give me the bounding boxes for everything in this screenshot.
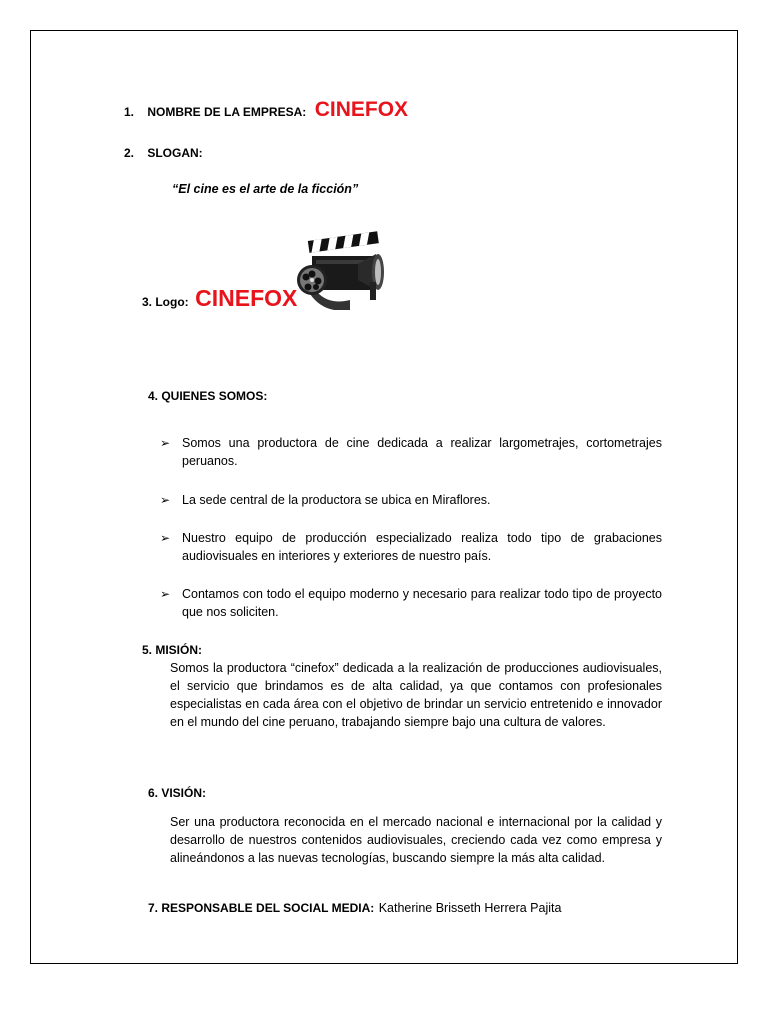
list-item — [160, 434, 662, 470]
vision-text: Ser una productora reconocida en el mercado nacional e internacional por la calidad y desarrollo de nuestros contenidos audiovisuales, creciendo cada vez como empresa y alineándonos a las nuevas tecnologías, buscando siempre la más alta calidad. — [170, 815, 662, 865]
arrow-bullet-icon: ➢ — [160, 436, 171, 450]
film-clapperboard-reel-megaphone-icon — [296, 228, 400, 310]
slogan-text: “El cine es el arte de la ficción” — [172, 182, 359, 196]
list-item-text: Nuestro equipo de producción especializado realiza todo tipo de grabaciones audiovisuales en interiores y exteriores de nuestro país. — [182, 531, 662, 563]
social-media-line — [148, 899, 561, 917]
list-item — [160, 491, 662, 509]
social-media-value: Katherine Brisseth Herrera Pajita — [378, 901, 562, 915]
company-name-line — [124, 98, 408, 122]
logo-brand: CINEFOX — [195, 285, 298, 311]
mision-heading: 5. MISIÓN: — [142, 643, 203, 657]
quienes-somos-heading: 4. QUIENES SOMOS: — [148, 389, 268, 403]
vision-heading: 6. VISIÓN: — [148, 786, 207, 800]
slogan-label: 2. SLOGAN: — [124, 146, 203, 160]
arrow-bullet-icon: ➢ — [160, 587, 171, 601]
arrow-bullet-icon: ➢ — [160, 531, 171, 545]
list-item-text: Somos una productora de cine dedicada a realizar largometrajes, cortometrajes peruanos. — [182, 436, 662, 468]
list-item — [160, 585, 662, 621]
list-item-text: Contamos con todo el equipo moderno y necesario para realizar todo tipo de proyecto que nos soliciten. — [182, 587, 662, 619]
social-media-label: 7. RESPONSABLE DEL SOCIAL MEDIA: — [148, 901, 375, 915]
list-item-text: La sede central de la productora se ubica en Miraflores. — [182, 493, 491, 507]
logo-label: 3. Logo: — [142, 295, 189, 309]
list-item — [160, 529, 662, 565]
company-name-value: CINEFOX — [314, 98, 409, 121]
arrow-bullet-icon: ➢ — [160, 493, 171, 507]
mision-text: Somos la productora “cinefox” dedicada a la realización de producciones audiovisuales, el servicio que brindamos es de alta calidad, ya que contamos con profesionales especialistas en cada área con el objetivo de brindar un servicio entretenido e innovador en el mundo del cine peruano, trabajando siempre bajo una cultura de valores. — [170, 661, 662, 729]
company-name-label: 1. NOMBRE DE LA EMPRESA: — [124, 105, 307, 119]
logo-line — [142, 285, 297, 312]
